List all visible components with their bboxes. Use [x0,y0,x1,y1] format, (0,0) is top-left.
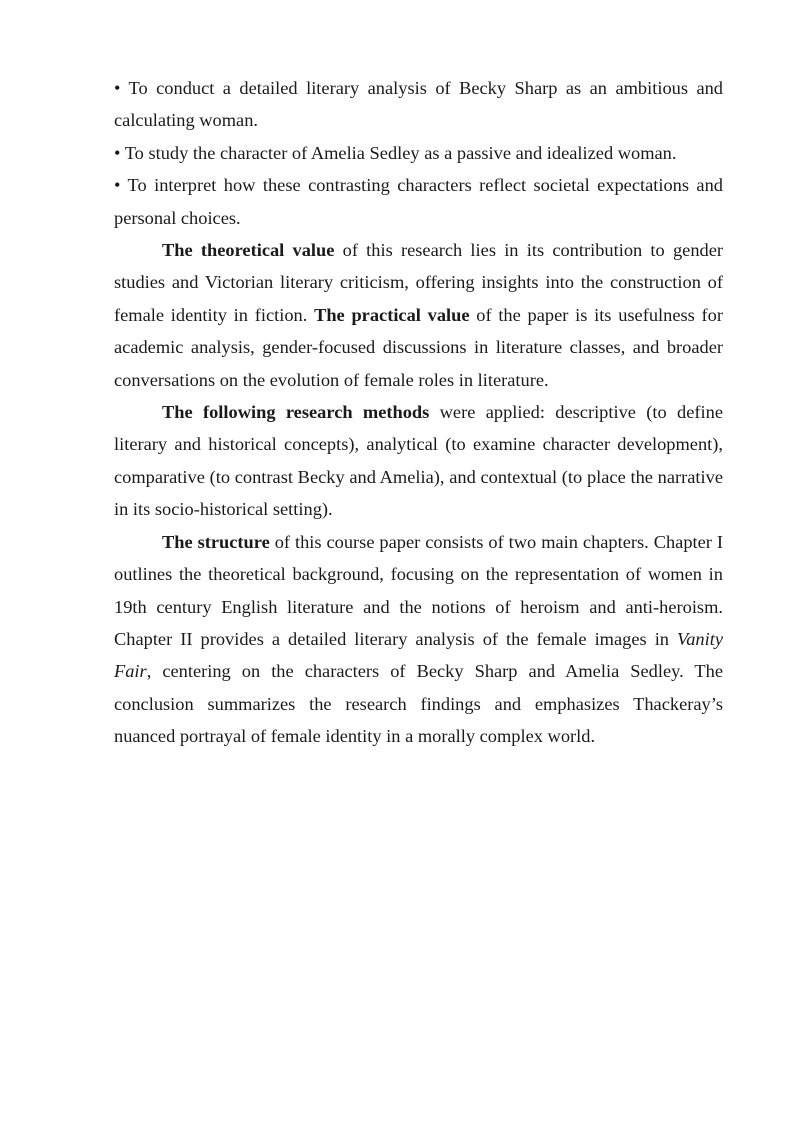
structure-text-1: of this course paper consists of two main chapters. Chapter I outlines the theoretical background, focusing on the representation of women in 19th century English literature and the notions of heroism and anti-heroism. Chapter II provides a detailed literary analysis of the female images in [114,531,723,649]
document-page [114,72,723,753]
structure-text-2: , centering on the characters of Becky Sharp and Amelia Sedley. The conclusion summarizes the research findings and emphasizes Thackeray’s nuanced portrayal of female identity in a morally complex world. [114,661,723,747]
research-methods-text: were applied: descriptive (to define literary and historical concepts), analytical (to examine character development), comparative (to contrast Becky and Amelia), and contextual (to place the narrative in its socio-historical setting). [114,402,723,520]
novel-title: Vanity Fair [114,628,723,682]
objective-bullet-3: • To interpret how these contrasting characters reflect societal expectations and personal choices. [114,175,723,228]
theoretical-value-heading: The theoretical value [162,240,335,261]
practical-value-text: of the paper is its usefulness for academic analysis, gender-focused discussions in literature classes, and broader conversations on the evolution of female roles in literature. [114,304,723,390]
practical-value-heading: The practical value [314,304,470,325]
theoretical-practical-value-paragraph [114,234,723,396]
research-methods-heading: The following research methods [162,402,430,423]
objective-bullet-2: • To study the character of Amelia Sedley as a passive and idealized woman. [114,142,677,163]
theoretical-value-text: of this research lies in its contribution to gender studies and Victorian literary criticism, offering insights into the construction of female identity in fiction. [114,240,723,325]
research-methods-paragraph [114,396,723,526]
objective-bullet-1: • To conduct a detailed literary analysis of Becky Sharp as an ambitious and calculating woman. [114,78,723,131]
structure-paragraph [114,526,723,753]
structure-heading: The structure [162,531,270,552]
